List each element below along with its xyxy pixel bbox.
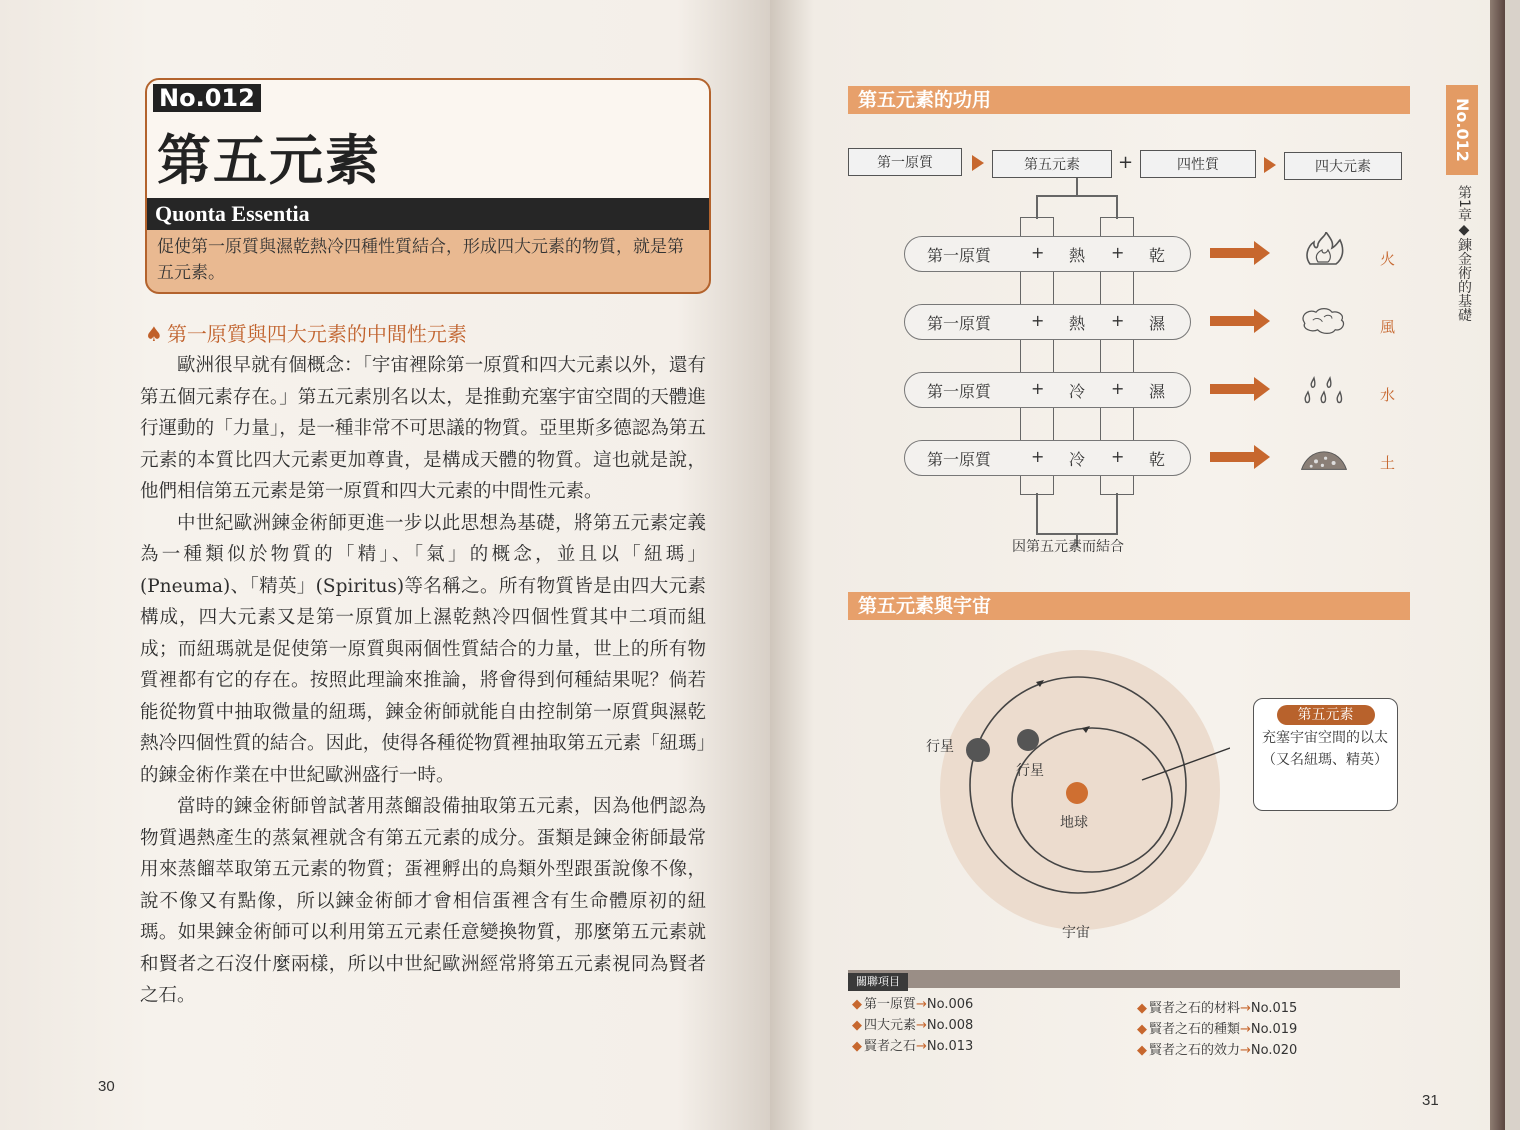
row-base: 第一原質 [927, 314, 992, 333]
callout-text: 充塞宇宙空間的以太（又名紐瑪、精英） [1262, 730, 1388, 768]
entry-number: No.012 [153, 84, 261, 112]
ether-callout [1253, 698, 1398, 811]
section-bar-universe: 第五元素與宇宙 [848, 592, 1410, 620]
row-plus: + [1031, 243, 1045, 262]
bracket-line [1036, 493, 1038, 535]
row-quality-2: 濕 [1149, 382, 1166, 401]
planet-inner-label: 行星 [1016, 763, 1044, 779]
spade-icon: ♠ [145, 322, 163, 346]
related-link[interactable]: ◆ 賢者之石的效力→No.020 [1137, 1043, 1298, 1058]
row-plus: + [1031, 447, 1045, 466]
formula-plus: + [1118, 152, 1134, 173]
row-quality-1: 冷 [1069, 450, 1086, 469]
water-icon [1300, 374, 1348, 408]
row-plus: + [1111, 379, 1125, 398]
entry-summary: 促使第一原質與濕乾熱冷四種性質結合，形成四大元素的物質，就是第五元素。 [157, 237, 684, 283]
row-water [904, 372, 1191, 408]
arrow-icon [972, 155, 984, 171]
formula-box-fifth-element: 第五元素 [992, 150, 1112, 178]
earth-icon [1300, 442, 1348, 476]
bracket-line [1076, 178, 1078, 197]
title-area [147, 80, 709, 199]
element-label-air: 風 [1380, 318, 1396, 336]
arrow-icon [1210, 248, 1256, 258]
bracket-line [1116, 493, 1118, 535]
paragraph: 歐洲很早就有個概念：「宇宙裡除第一原質和四大元素以外，還有第五個元素存在。」第五元素別名以太，是推動充塞宇宙空間的天體進行運動的「力量」，是一種非常不可思議的物質。亞里斯多德認為第五元素的本質比四大元素更加尊貴，是構成天體的物質。這也就是說，他們相信第五元素是第一原質和四大元素的中間性元素。 [140, 355, 706, 502]
callout-tag: 第五元素 [1277, 705, 1375, 725]
entry-header-card [145, 78, 711, 294]
related-link[interactable]: ◆ 賢者之石→No.013 [852, 1039, 974, 1054]
row-air [904, 304, 1191, 340]
page-edge [1490, 0, 1505, 1130]
element-label-water: 水 [1380, 386, 1396, 404]
related-list-left [852, 994, 973, 1057]
body-text [140, 350, 706, 1012]
earth-label: 地球 [1060, 815, 1088, 831]
row-quality-2: 濕 [1149, 314, 1166, 333]
row-quality-1: 熱 [1069, 246, 1086, 265]
side-tab-number: No.012 [1446, 85, 1478, 175]
universe-label: 宇宙 [1062, 925, 1090, 941]
section-heading-text: 第一原質與四大元素的中間性元素 [166, 322, 467, 346]
related-header: 關聯項目 [848, 973, 908, 991]
related-items-bar [848, 970, 1400, 988]
related-link[interactable]: ◆ 四大元素→No.008 [852, 1018, 974, 1033]
row-plus: + [1111, 447, 1125, 466]
row-quality-1: 熱 [1069, 314, 1086, 333]
fire-icon [1300, 232, 1348, 266]
section-bar-function: 第五元素的功用 [848, 86, 1410, 114]
element-label-earth: 土 [1380, 454, 1396, 472]
element-diagram [840, 140, 1420, 580]
arrow-icon [1210, 384, 1256, 394]
arrow-icon [1264, 157, 1276, 173]
formula-box-four-qualities: 四性質 [1140, 150, 1256, 178]
page-number-left: 30 [98, 1078, 115, 1095]
arrow-icon [1210, 452, 1256, 462]
row-earth [904, 440, 1191, 476]
element-label-fire: 火 [1380, 250, 1396, 268]
planet-outer-label: 行星 [926, 739, 954, 755]
bracket-line [1036, 195, 1038, 219]
row-plus: + [1031, 379, 1045, 398]
page-number-right: 31 [1422, 1092, 1439, 1109]
formula-box-prime-matter: 第一原質 [848, 148, 962, 176]
bracket-line [1116, 195, 1118, 219]
paragraph: 當時的鍊金術師曾試著用蒸餾設備抽取第五元素，因為他們認為物質遇熱產生的蒸氣裡就含有第五元素的成分。蛋類是鍊金術師最常用來蒸餾萃取第五元素的物質；蛋裡孵出的鳥類外型跟蛋說像不像，說不像又有點像，所以鍊金術師才會相信蛋裡含有生命體原初的紐瑪。如果鍊金術師可以利用第五元素任意變換物質，那麼第五元素就和賢者之石沒什麼兩樣，所以中世紀歐洲經常將第五元素視同為賢者之石。 [140, 796, 706, 1006]
section-heading [145, 318, 467, 347]
related-link[interactable]: ◆ 第一原質→No.006 [852, 997, 974, 1012]
latin-subtitle: Quonta Essentia [147, 198, 709, 230]
related-link[interactable]: ◆ 賢者之石的種類→No.019 [1137, 1022, 1298, 1037]
related-link[interactable]: ◆ 賢者之石的材料→No.015 [1137, 1001, 1298, 1016]
side-chapter-label: 第1章◆鍊金術的基礎 [1456, 185, 1472, 322]
page-title: 第五元素 [157, 129, 381, 192]
row-base: 第一原質 [927, 246, 992, 265]
wind-icon [1300, 304, 1348, 338]
paragraph: 中世紀歐洲鍊金術師更進一步以此思想為基礎，將第五元素定義為一種類似於物質的「精」、「氣」的概念，並且以「紐瑪」(Pneuma)、「精英」(Spiritus)等名稱之。所有物質皆是由四大元素構成，四大元素又是第一原質加上濕乾熱冷四個性質其中二項而組成；而紐瑪就是促使第一原質與兩個性質結合的力量，世上的所有物質裡都有它的存在。按照此理論來推論，將會得到何種結果呢？倘若能從物質中抽取微量的紐瑪，鍊金術師就能自由控制第一原質與濕乾熱冷四個性質的結合。因此，使得各種從物質裡抽取第五元素「紐瑪」的鍊金術作業在中世紀歐洲盛行一時。 [140, 512, 706, 786]
row-quality-1: 冷 [1069, 382, 1086, 401]
row-fire [904, 236, 1191, 272]
row-base: 第一原質 [927, 450, 992, 469]
related-list-right [1137, 998, 1297, 1061]
arrow-icon [1210, 316, 1256, 326]
row-plus: + [1031, 311, 1045, 330]
row-plus: + [1111, 243, 1125, 262]
orbit-diagram [930, 640, 1230, 940]
row-plus: + [1111, 311, 1125, 330]
row-base: 第一原質 [927, 382, 992, 401]
row-quality-2: 乾 [1149, 246, 1166, 265]
combine-note: 因第五元素而結合 [1012, 539, 1124, 555]
formula-box-four-elements: 四大元素 [1284, 152, 1402, 180]
row-quality-2: 乾 [1149, 450, 1166, 469]
